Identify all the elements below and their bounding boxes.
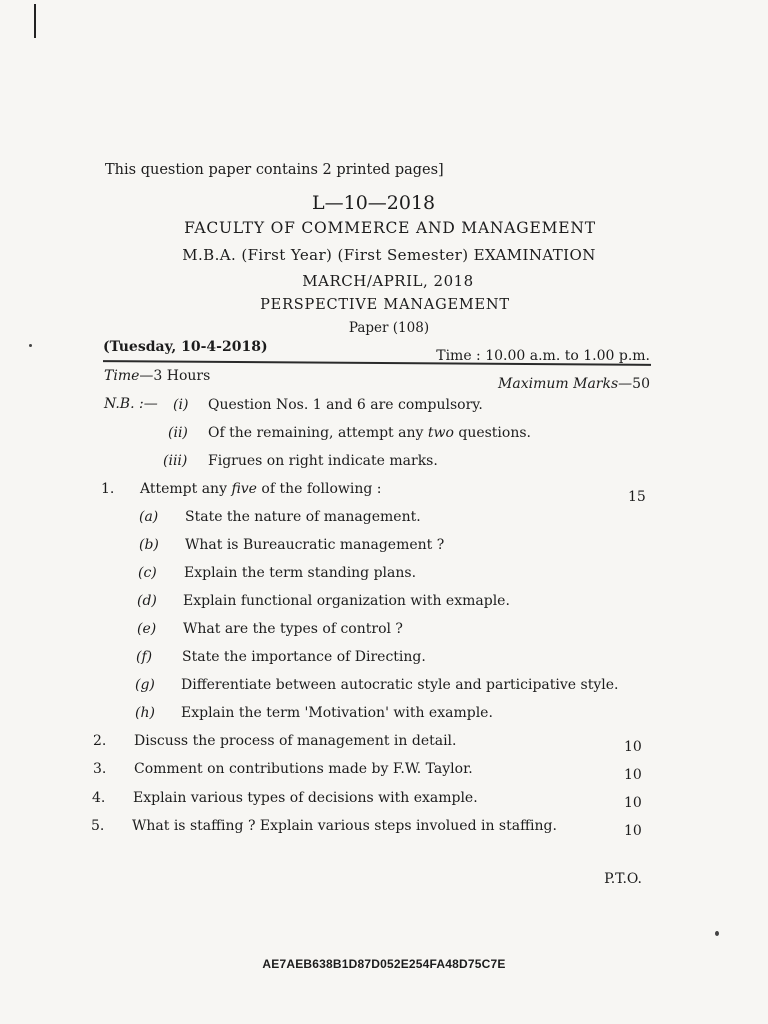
sub-question-number: (g) [135, 677, 155, 693]
max-marks-value: —50 [618, 376, 650, 392]
question-marks: 10 [624, 739, 642, 755]
duration-value: —3 Hours [139, 368, 211, 384]
sub-question-text: State the nature of management. [185, 509, 421, 525]
sub-question-text: State the importance of Directing. [182, 649, 426, 665]
sub-question-text: Explain the term standing plans. [184, 565, 417, 581]
question-text: Comment on contributions made by F.W. Taylor. [134, 761, 473, 777]
instruction-text: Question Nos. 1 and 6 are compulsory. [208, 397, 483, 413]
instruction-number: (i) [173, 397, 189, 413]
exam-date: (Tuesday, 10-4-2018) [103, 339, 268, 355]
exam-duration [104, 368, 210, 384]
question-marks: 10 [624, 795, 642, 811]
question-text: Attempt any five of the following : [140, 481, 382, 497]
question-text: What is staffing ? Explain various steps involued in staffing. [132, 818, 557, 834]
instruction-number: (iii) [163, 453, 188, 469]
sub-question-number: (f) [136, 649, 153, 665]
sub-question-number: (d) [137, 593, 157, 609]
duration-label: Time [104, 368, 140, 384]
exam-session: MARCH/APRIL, 2018 [302, 272, 474, 290]
sub-question-number: (a) [139, 509, 159, 525]
instructions-label: N.B. :— [104, 396, 158, 412]
page-count-note: This question paper contains 2 printed pages] [105, 162, 444, 178]
question-number: 2. [93, 733, 107, 749]
exam-title: M.B.A. (First Year) (First Semester) EXAMINATION [182, 246, 596, 264]
question-text: Discuss the process of management in detail. [134, 733, 457, 749]
question-number: 4. [92, 790, 106, 806]
maximum-marks [498, 376, 650, 392]
sub-question-text: Explain the term 'Motivation' with example. [181, 705, 493, 721]
question-marks: 10 [624, 823, 642, 839]
sub-question-text: What are the types of control ? [183, 621, 403, 637]
sub-question-number: (b) [139, 537, 159, 553]
sub-question-text: Explain functional organization with exmaple. [183, 593, 510, 609]
subject-title: PERSPECTIVE MANAGEMENT [260, 297, 510, 313]
instruction-number: (ii) [168, 425, 188, 441]
faculty-title: FACULTY OF COMMERCE AND MANAGEMENT [184, 219, 596, 237]
question-marks: 10 [624, 767, 642, 783]
question-marks: 15 [628, 489, 646, 505]
sub-question-text: Differentiate between autocratic style and participative style. [181, 677, 619, 693]
edge-mark [34, 4, 36, 38]
scan-speck [29, 344, 32, 347]
paper-code: L—10—2018 [312, 192, 436, 214]
instruction-text: Of the remaining, attempt any two questions. [208, 425, 531, 441]
sub-question-number: (h) [135, 705, 155, 721]
sub-question-text: What is Bureaucratic management ? [185, 537, 445, 553]
question-number: 3. [93, 761, 107, 777]
paper-number: Paper (108) [348, 320, 430, 336]
please-turn-over: P.T.O. [604, 871, 642, 887]
question-number: 1. [101, 481, 115, 497]
exam-time: Time : 10.00 a.m. to 1.00 p.m. [436, 348, 650, 364]
document-hash: AE7AEB638B1D87D052E254FA48D75C7E [262, 957, 506, 971]
instruction-text: Figrues on right indicate marks. [208, 453, 438, 469]
question-text: Explain various types of decisions with example. [133, 790, 478, 806]
scan-speck [715, 931, 719, 936]
question-number: 5. [91, 818, 105, 834]
sub-question-number: (c) [138, 565, 157, 581]
sub-question-number: (e) [137, 621, 157, 637]
max-marks-label: Maximum Marks [498, 376, 619, 392]
